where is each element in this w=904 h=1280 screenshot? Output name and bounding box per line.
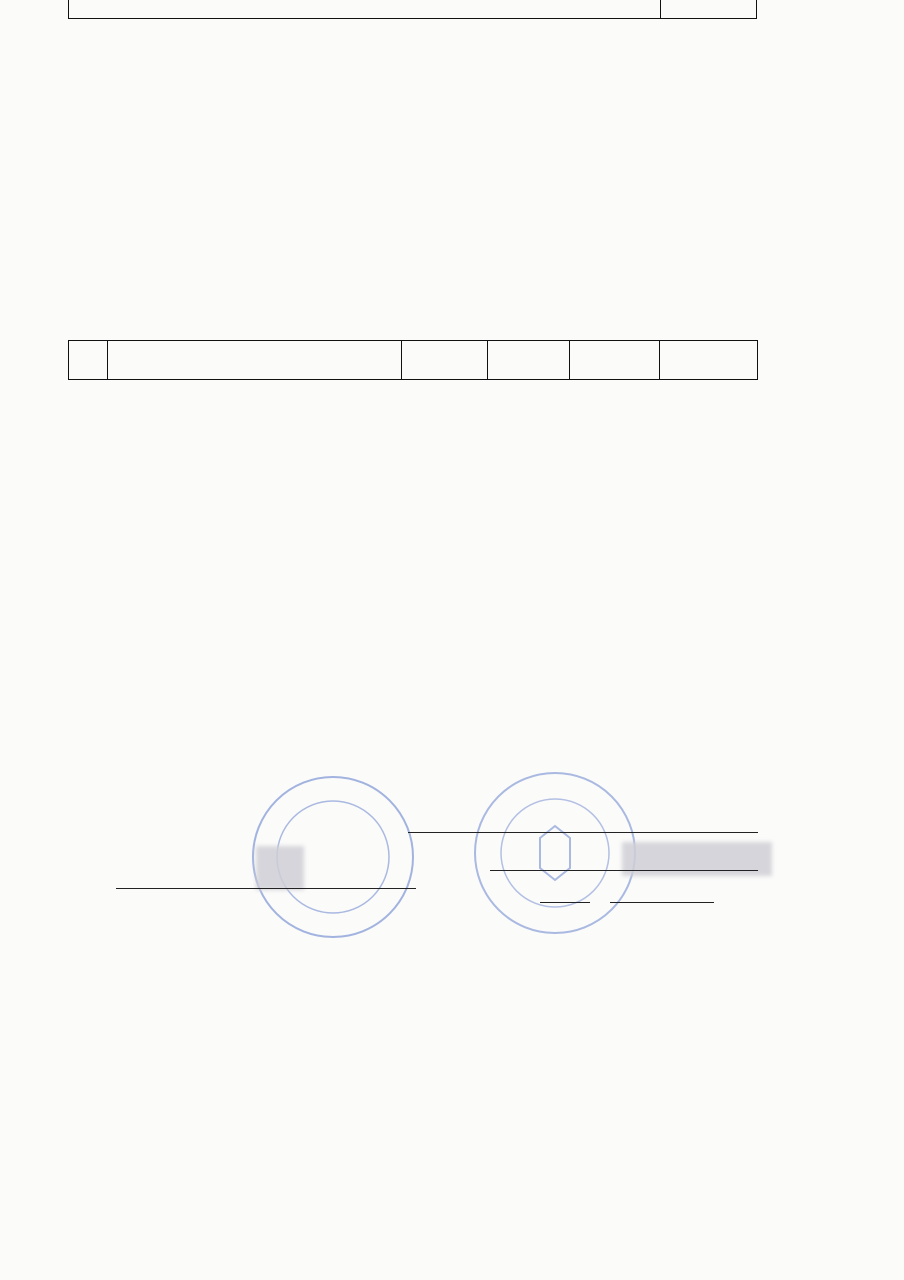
right-stamp <box>470 768 640 938</box>
header-sum <box>660 341 758 380</box>
header-qty <box>488 341 570 380</box>
header-num <box>69 341 108 380</box>
power-underline <box>540 902 590 903</box>
redacted-name-left <box>256 846 304 890</box>
table-header-row <box>69 341 758 380</box>
received-underline <box>490 870 758 871</box>
header-name <box>108 341 402 380</box>
trident-icon <box>540 826 570 880</box>
grand-total-value <box>660 0 756 18</box>
place-underline <box>408 832 758 833</box>
header-price <box>570 341 660 380</box>
from-underline <box>116 888 416 889</box>
header-unit <box>402 341 488 380</box>
grand-total-row <box>68 0 757 19</box>
date-underline <box>610 902 714 903</box>
items-table <box>68 340 758 380</box>
